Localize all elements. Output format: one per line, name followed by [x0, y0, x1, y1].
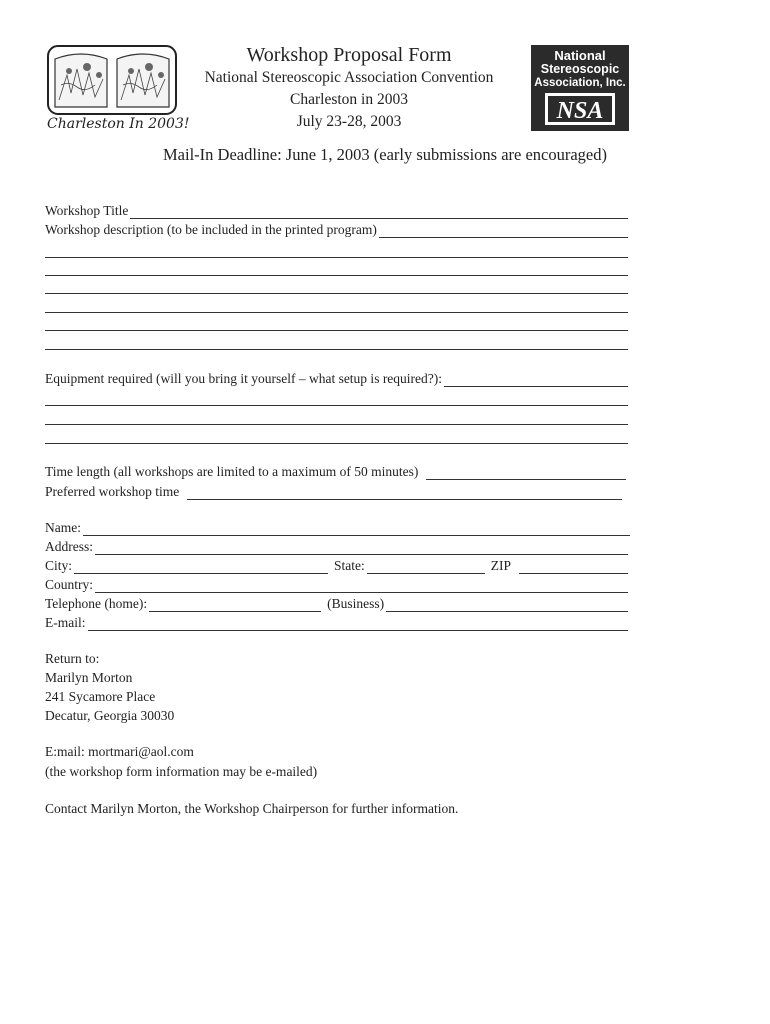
email-note: (the workshop form information may be e-mailed) [45, 764, 318, 779]
address-row [45, 537, 628, 555]
workshop-title-field[interactable] [130, 205, 628, 219]
telephone-home-label: Telephone (home): [45, 596, 148, 611]
country-row [45, 575, 628, 593]
preferred-time-label: Preferred workshop time [45, 484, 180, 499]
business-label: (Business) [327, 596, 385, 611]
name-label: Name: [45, 520, 81, 535]
address-label: Address: [45, 539, 93, 554]
logo-line-1: National [554, 48, 606, 63]
equipment-line[interactable] [45, 424, 628, 425]
return-city: Decatur, Georgia 30030 [45, 708, 175, 723]
description-line[interactable] [45, 275, 628, 276]
telephone-row [45, 594, 628, 612]
equipment-field[interactable] [444, 373, 628, 387]
preferred-time-field[interactable] [187, 486, 622, 500]
zip-field[interactable] [519, 560, 628, 574]
description-line[interactable] [45, 257, 628, 258]
logo-line-3: Association, Inc. [534, 77, 626, 89]
name-row [45, 518, 630, 536]
state-label: State: [334, 558, 365, 573]
time-length-row [45, 462, 626, 480]
city-field[interactable] [74, 560, 328, 574]
logo-line-2: Stereoscopic [540, 62, 620, 76]
telephone-home-field[interactable] [149, 598, 321, 612]
time-length-label: Time length (all workshops are limited to a maximum of 50 minutes) [45, 464, 419, 479]
workshop-title-row [45, 201, 628, 219]
logo-caption: Charleston In 2003! [47, 116, 190, 132]
telephone-business-field[interactable] [386, 598, 628, 612]
description-line[interactable] [45, 349, 628, 350]
email-field[interactable] [88, 617, 629, 631]
form-title: Workshop Proposal Form [246, 44, 452, 66]
contact-email: E:mail: mortmari@aol.com [45, 744, 194, 759]
equipment-line[interactable] [45, 443, 628, 444]
description-label: Workshop description (to be included in the printed program) [45, 222, 377, 237]
convention-name: National Stereoscopic Association Convention [204, 69, 494, 86]
equipment-line[interactable] [45, 405, 628, 406]
description-line[interactable] [45, 312, 628, 313]
return-street: 241 Sycamore Place [45, 689, 156, 704]
description-line[interactable] [45, 330, 628, 331]
description-field[interactable] [379, 224, 628, 238]
contact-note: Contact Marilyn Morton, the Workshop Chairperson for further information. [45, 801, 459, 816]
city-state-zip-row [45, 556, 628, 574]
state-field[interactable] [367, 560, 485, 574]
equipment-label: Equipment required (will you bring it yourself – what setup is required?): [45, 371, 443, 386]
mail-in-deadline: Mail-In Deadline: June 1, 2003 (early submissions are encouraged) [163, 145, 607, 164]
description-row [45, 220, 628, 238]
name-field[interactable] [83, 522, 630, 536]
address-field[interactable] [95, 541, 628, 555]
zip-label: ZIP [490, 558, 512, 573]
country-label: Country: [45, 577, 94, 592]
header-title-block [178, 44, 520, 133]
preferred-time-row [45, 482, 622, 500]
email-label: E-mail: [45, 615, 86, 630]
convention-dates: July 23-28, 2003 [296, 113, 402, 130]
workshop-title-label: Workshop Title [45, 203, 129, 218]
time-length-field[interactable] [426, 466, 626, 480]
description-line[interactable] [45, 293, 628, 294]
email-row [45, 613, 628, 631]
equipment-row [45, 369, 628, 387]
nsa-logo [531, 45, 629, 131]
charleston-logo [47, 45, 177, 115]
convention-location: Charleston in 2003 [290, 91, 408, 108]
return-name: Marilyn Morton [45, 670, 133, 685]
logo-mark: NSA [556, 98, 604, 124]
city-label: City: [45, 558, 73, 573]
return-to-label: Return to: [45, 651, 100, 666]
country-field[interactable] [95, 579, 628, 593]
